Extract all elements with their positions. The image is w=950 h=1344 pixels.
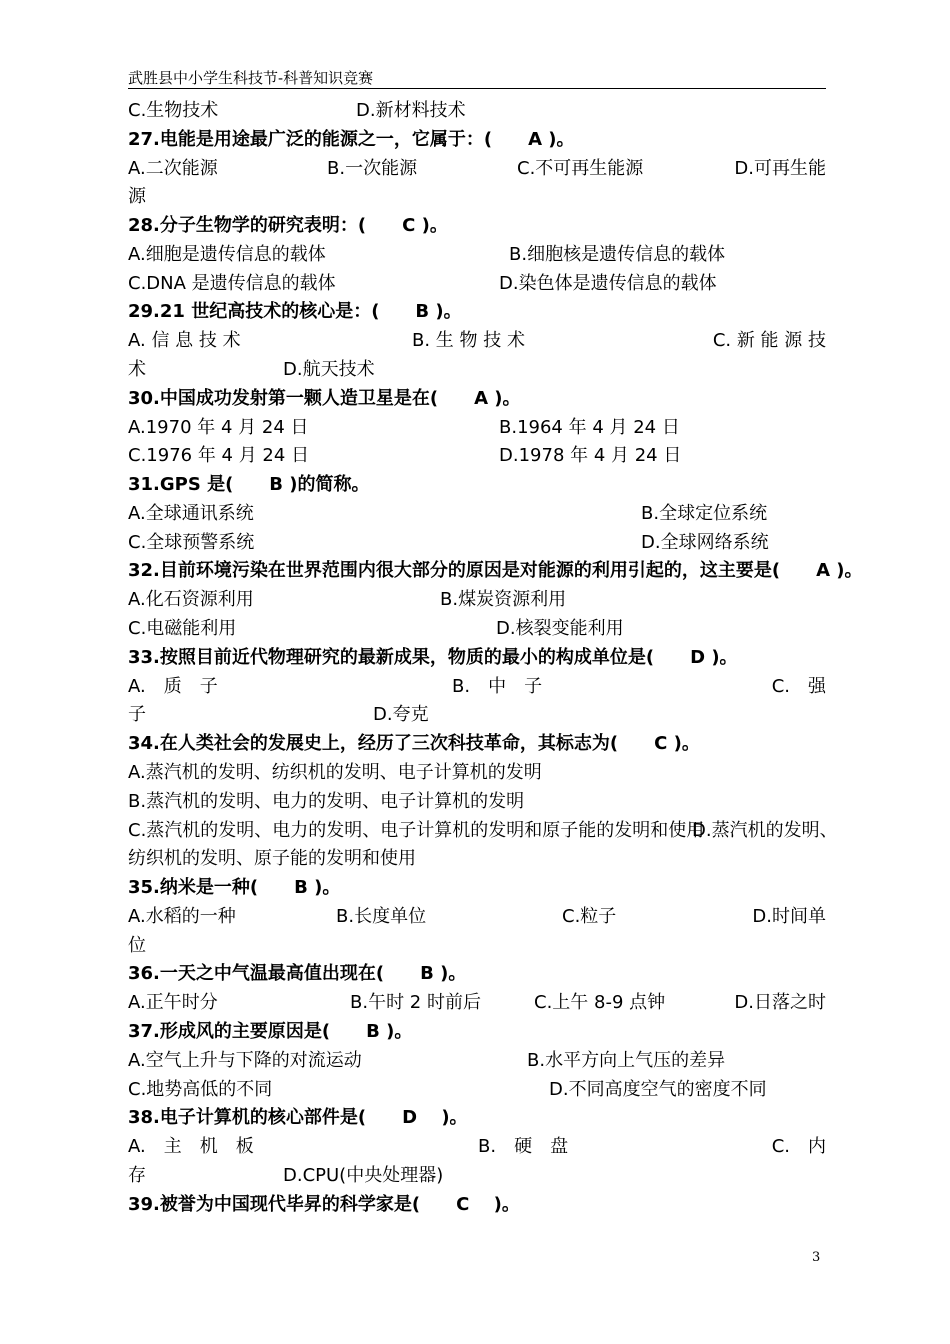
option-text: D.新材料技术 xyxy=(356,100,466,121)
option-text: A.1970 年 4 月 24 日 xyxy=(128,416,309,438)
question-text: 38.电子计算机的核心部件是( D )。 xyxy=(128,1107,468,1129)
options-row xyxy=(128,672,826,701)
option-text: A.空气上升与下降的对流运动 xyxy=(128,1049,362,1071)
options-row xyxy=(128,816,838,845)
option-text: D.核裂变能利用 xyxy=(496,618,624,640)
option-text: B.全球定位系统 xyxy=(641,502,768,524)
option-text: C. 强 xyxy=(771,675,826,697)
option-text: C. 内 xyxy=(771,1136,826,1158)
options-row xyxy=(128,931,826,960)
option-text: C.全球预警系统 xyxy=(128,531,255,553)
option-text: A.正午时分 xyxy=(128,992,218,1014)
option-text: D.可再生能 xyxy=(734,157,826,179)
options-row xyxy=(128,355,826,384)
option-text: B.水平方向上气压的差异 xyxy=(527,1049,726,1071)
options-row xyxy=(128,441,826,470)
option-text: 术 xyxy=(128,359,146,381)
options-row xyxy=(128,154,826,183)
option-text: D.日落之时 xyxy=(734,992,826,1014)
option-text: A. 主 机 板 xyxy=(128,1136,254,1158)
options-row xyxy=(128,758,826,787)
option-text: D.1978 年 4 月 24 日 xyxy=(499,445,682,467)
question-text: 28.分子生物学的研究表明：( C )。 xyxy=(128,215,448,237)
options-row xyxy=(128,988,826,1017)
option-text: B.一次能源 xyxy=(327,157,418,179)
option-text: C.DNA 是遗传信息的载体 xyxy=(128,272,336,294)
option-text: D.全球网络系统 xyxy=(641,531,769,553)
option-text: C.生物技术 xyxy=(128,100,219,121)
question-text: 29.21 世纪高技术的核心是：( B )。 xyxy=(128,301,462,323)
option-text: D.航天技术 xyxy=(283,359,375,381)
option-text: D.染色体是遗传信息的载体 xyxy=(499,272,717,294)
option-text: A.二次能源 xyxy=(128,157,218,179)
options-row xyxy=(128,96,826,125)
options-row xyxy=(128,1046,826,1075)
option-text: 纺织机的发明、原子能的发明和使用 xyxy=(128,848,416,870)
question-text: 30.中国成功发射第一颗人造卫星是在( A )。 xyxy=(128,387,521,409)
option-text: D.时间单 xyxy=(752,905,826,927)
options-row xyxy=(128,326,826,355)
options-row xyxy=(128,844,826,873)
option-text: B.长度单位 xyxy=(336,905,427,927)
option-text: B.细胞核是遗传信息的载体 xyxy=(509,243,726,265)
options-row xyxy=(128,528,826,557)
option-text: A.细胞是遗传信息的载体 xyxy=(128,243,326,265)
option-text: D.不同高度空气的密度不同 xyxy=(549,1078,767,1100)
question-text: 39.被誉为中国现代毕昇的科学家是( C )。 xyxy=(128,1193,520,1215)
option-text: B. 生 物 技 术 xyxy=(412,330,525,352)
page-header: 武胜县中小学生科技节-科普知识竞赛 xyxy=(128,69,374,87)
option-text: A.全球通讯系统 xyxy=(128,502,254,524)
option-text: A.化石资源利用 xyxy=(128,589,254,611)
question-text: 31.GPS 是( B )的简称。 xyxy=(128,474,370,496)
option-text: C.电磁能利用 xyxy=(128,618,237,640)
option-text: D.夸克 xyxy=(373,704,429,726)
option-text: A.水稻的一种 xyxy=(128,905,236,927)
option-text: C. 新 能 源 技 xyxy=(712,330,826,352)
option-text: D.CPU(中央处理器) xyxy=(283,1164,444,1186)
header-rule xyxy=(128,88,826,89)
question-text: 34.在人类社会的发展史上，经历了三次科技革命，其标志为( C )。 xyxy=(128,733,700,755)
question-text: 32.目前环境污染在世界范围内很大部分的原因是对能源的利用引起的，这主要是( A )。 xyxy=(128,560,863,582)
option-text: B.蒸汽机的发明、电力的发明、电子计算机的发明 xyxy=(128,790,525,812)
option-text: C.蒸汽机的发明、电力的发明、电子计算机的发明和原子能的发明和使用 xyxy=(128,819,705,841)
option-text: B.1964 年 4 月 24 日 xyxy=(499,416,680,438)
options-row xyxy=(128,787,826,816)
option-text: C.粒子 xyxy=(562,905,617,927)
options-row xyxy=(128,614,826,643)
question-text: 36.一天之中气温最高值出现在( B )。 xyxy=(128,963,467,985)
question-text: 27.电能是用途最广泛的能源之一，它属于：( A )。 xyxy=(128,128,575,150)
option-text: B.煤炭资源利用 xyxy=(440,589,567,611)
option-text: C.1976 年 4 月 24 日 xyxy=(128,445,310,467)
options-row xyxy=(128,269,826,298)
option-text: C.上午 8-9 点钟 xyxy=(534,992,666,1014)
option-text: 存 xyxy=(128,1164,146,1186)
options-row xyxy=(128,413,826,442)
option-text: B. 硬 盘 xyxy=(478,1136,569,1158)
option-text: 位 xyxy=(128,934,146,956)
page-number: 3 xyxy=(812,1250,821,1265)
options-row xyxy=(128,1132,826,1161)
options-row xyxy=(128,585,826,614)
option-text: C.不可再生能源 xyxy=(517,157,644,179)
options-row xyxy=(128,499,826,528)
option-text: B. 中 子 xyxy=(452,675,543,697)
option-text: 源 xyxy=(128,186,146,208)
option-text: A.蒸汽机的发明、纺织机的发明、电子计算机的发明 xyxy=(128,761,542,783)
option-text: D.蒸汽机的发明、 xyxy=(692,819,838,841)
options-row xyxy=(128,240,826,269)
options-row xyxy=(128,1075,826,1104)
options-row xyxy=(128,902,826,931)
option-text: A. 质 子 xyxy=(128,675,218,697)
option-text: A. 信 息 技 术 xyxy=(128,330,241,352)
options-row xyxy=(128,182,826,211)
question-text: 33.按照目前近代物理研究的最新成果，物质的最小的构成单位是( D )。 xyxy=(128,646,738,668)
options-row xyxy=(128,700,826,729)
option-text: 子 xyxy=(128,704,146,726)
option-text: C.地势高低的不同 xyxy=(128,1078,273,1100)
question-text: 37.形成风的主要原因是( B )。 xyxy=(128,1020,413,1042)
options-row xyxy=(128,1161,826,1190)
question-text: 35.纳米是一种( B )。 xyxy=(128,877,341,899)
option-text: B.午时 2 时前后 xyxy=(350,992,481,1014)
